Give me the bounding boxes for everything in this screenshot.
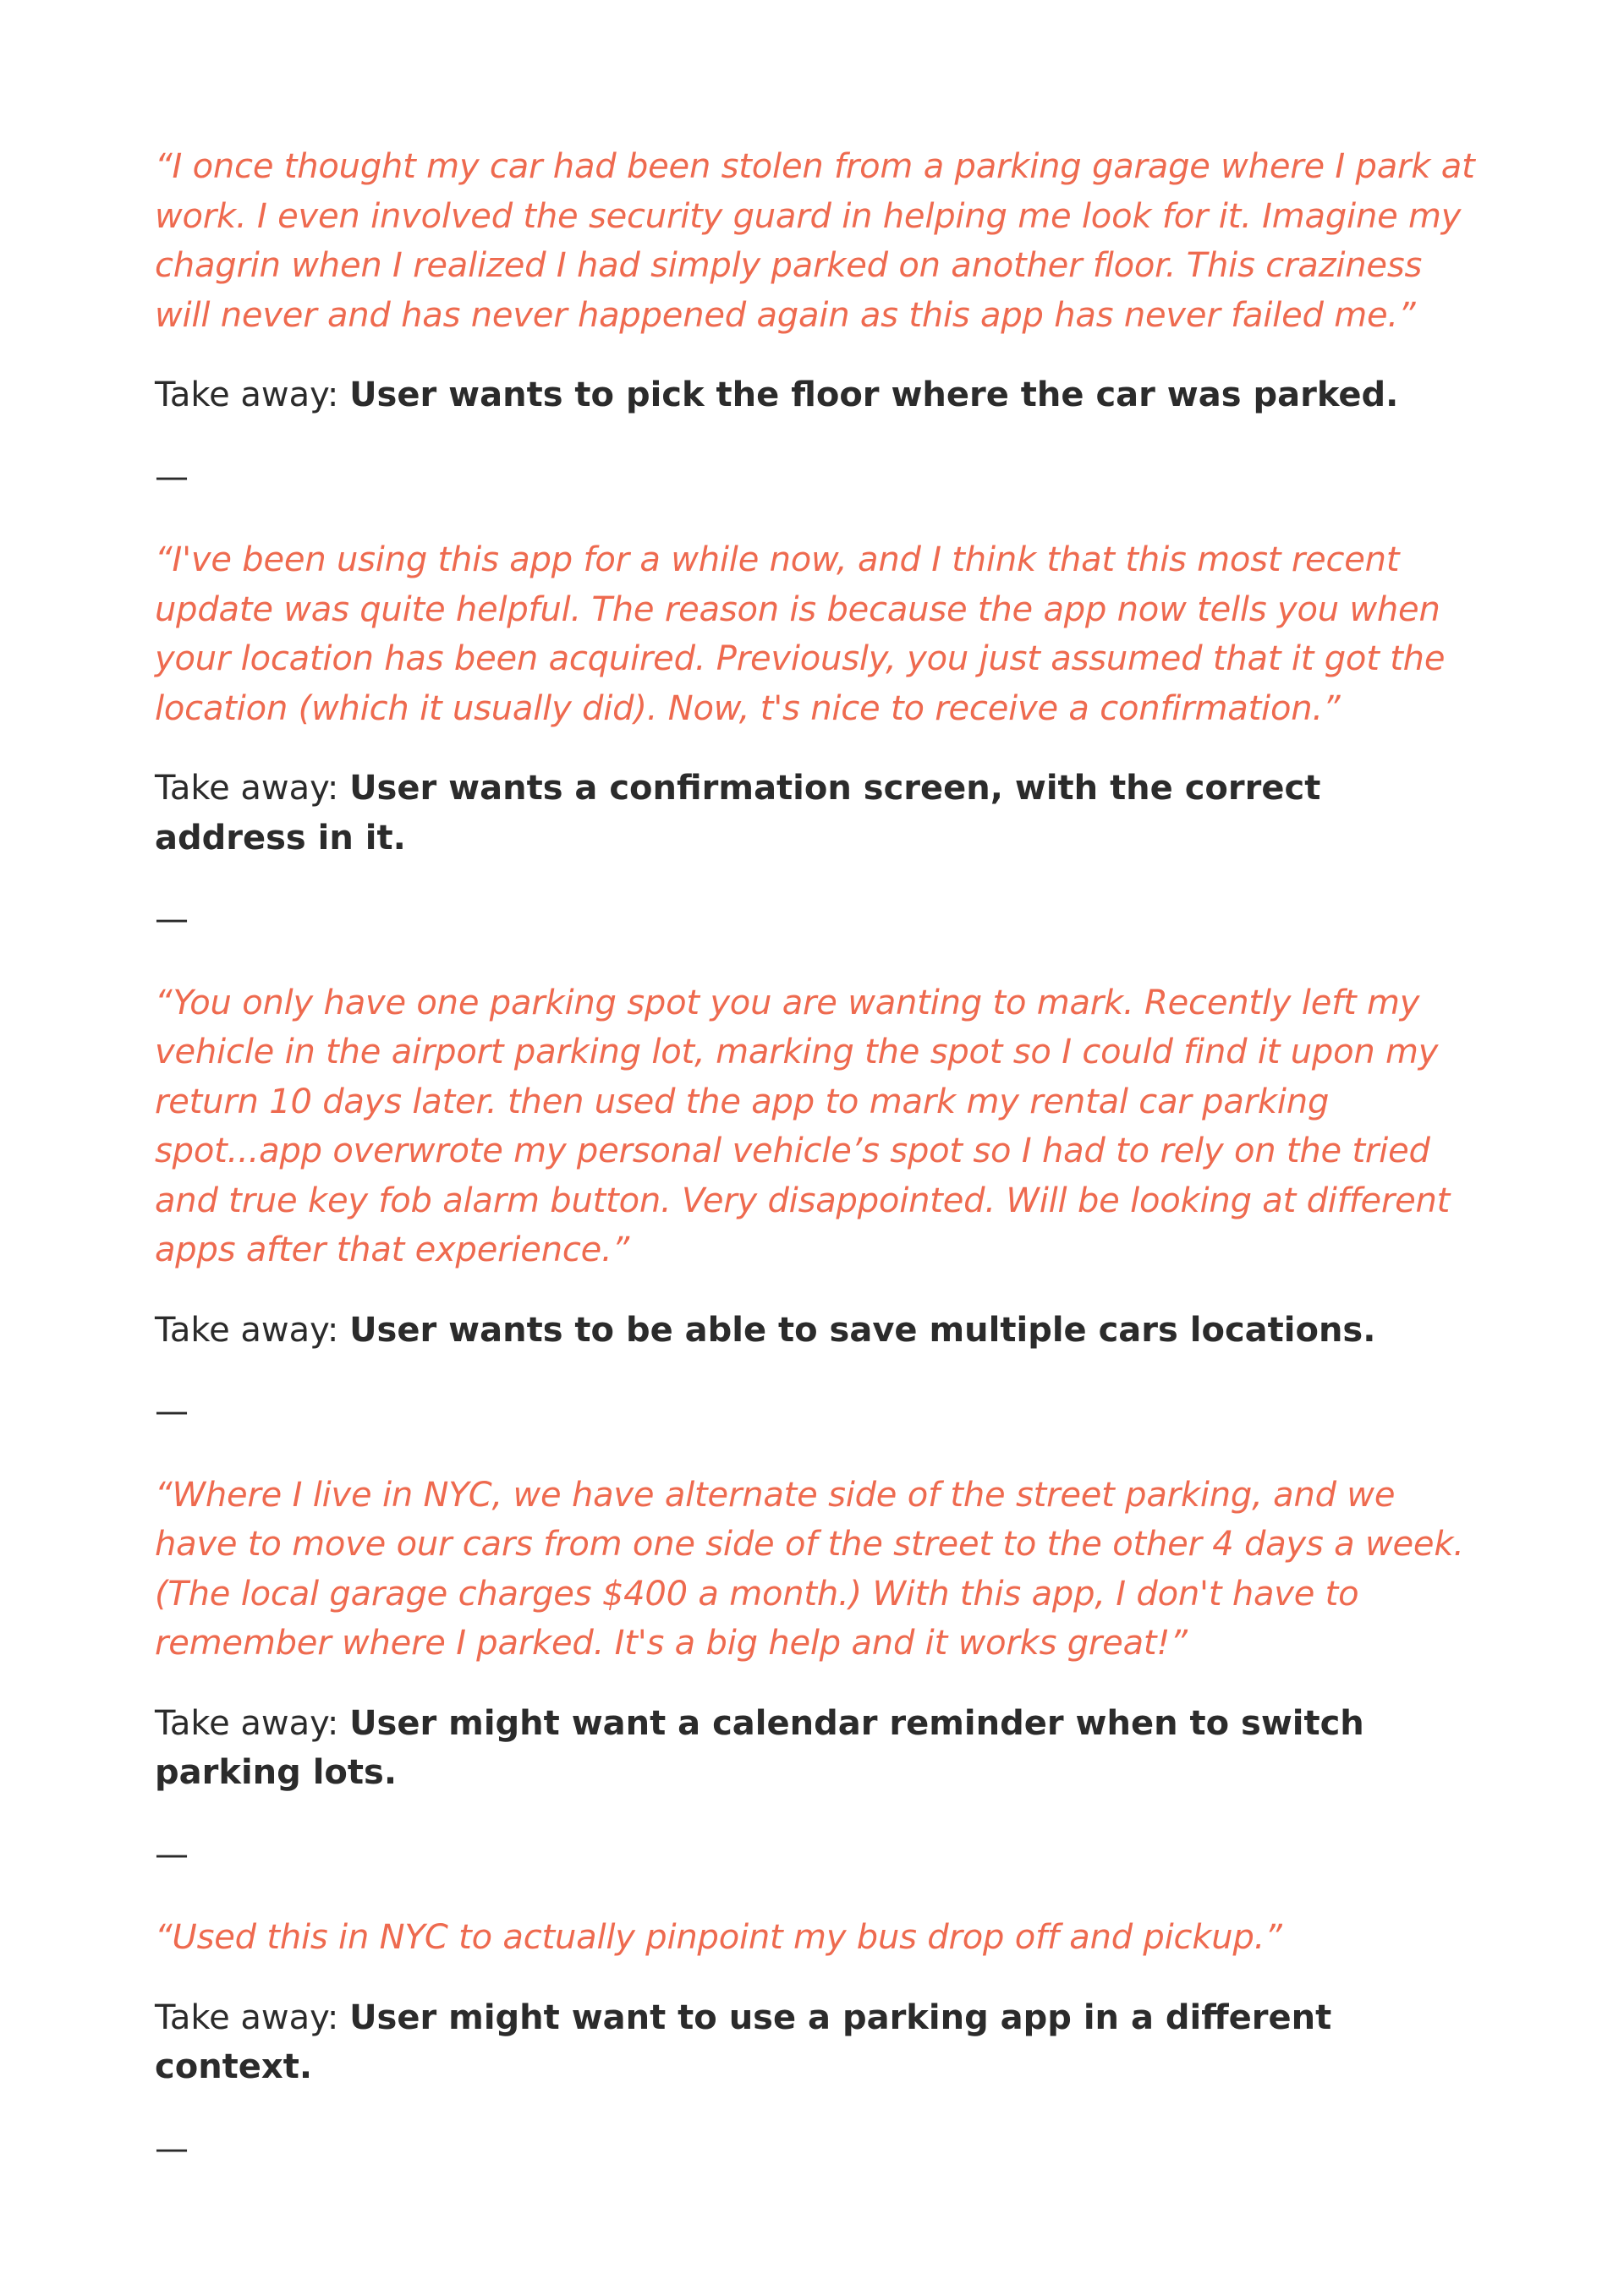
takeaway-label: Take away: bbox=[155, 1703, 350, 1743]
divider: — bbox=[155, 1392, 189, 1431]
takeaway-line bbox=[155, 370, 1483, 420]
review-quote: “I've been using this app for a while now, and I think that this most recent update was quite helpful. The reason is because the app now tells you when your location has been acquired. Previously, you just assumed that it got the location (which it usually did). Now, t's nice to receive a confirmation.” bbox=[155, 540, 1446, 728]
takeaway-text: User wants a confirmation screen, with the correct address in it. bbox=[155, 769, 1321, 858]
review-quote: “Used this in NYC to actually pinpoint my bus drop off and pickup.” bbox=[155, 1918, 1282, 1957]
takeaway-line bbox=[155, 1993, 1483, 2092]
takeaway-label: Take away: bbox=[155, 1997, 350, 2037]
takeaway-label: Take away: bbox=[155, 1310, 350, 1350]
review-entry bbox=[155, 1913, 1483, 2173]
takeaway-label: Take away: bbox=[155, 375, 350, 414]
takeaway-label: Take away: bbox=[155, 769, 350, 808]
divider: — bbox=[155, 2129, 189, 2168]
review-entry bbox=[155, 535, 1483, 945]
takeaway-text: User might want to use a parking app in a different context. bbox=[155, 1997, 1332, 2086]
review-entry bbox=[155, 978, 1483, 1437]
divider: — bbox=[155, 900, 189, 939]
divider: — bbox=[155, 1834, 189, 1874]
review-quote: “You only have one parking spot you are wanting to mark. Recently left my vehicle in the airport parking lot, marking the spot so I could find it upon my return 10 days later. then used the app to mark my rental car parking spot...app overwrote my personal vehicle’s spot so I had to rely on the tried and true key fob alarm button. Very disappointed. Will be looking at different apps after that experience.” bbox=[155, 983, 1451, 1269]
takeaway-line bbox=[155, 764, 1483, 863]
review-entry bbox=[155, 142, 1483, 501]
takeaway-text: User might want a calendar reminder when to switch parking lots. bbox=[155, 1703, 1364, 1792]
takeaway-line bbox=[155, 1306, 1483, 1356]
review-quote: “I once thought my car had been stolen from a parking garage where I park at work. I even involved the security guard in helping me look for it. Imagine my chagrin when I realized I had simply parked on another floor. This craziness will never and has never happened again as this app has never failed me.” bbox=[155, 147, 1475, 335]
review-document bbox=[155, 142, 1483, 2173]
takeaway-line bbox=[155, 1699, 1483, 1798]
takeaway-text: User wants to pick the floor where the car was parked. bbox=[349, 375, 1399, 414]
divider: — bbox=[155, 457, 189, 496]
review-quote: “Where I live in NYC, we have alternate side of the street parking, and we have to move our cars from one side of the street to the other 4 days a week. (The local garage charges $400 a month.) With this app, I don't have to remember where I parked. It's a big help and it works great!” bbox=[155, 1475, 1464, 1663]
review-entry bbox=[155, 1471, 1483, 1880]
takeaway-text: User wants to be able to save multiple cars locations. bbox=[349, 1310, 1376, 1350]
